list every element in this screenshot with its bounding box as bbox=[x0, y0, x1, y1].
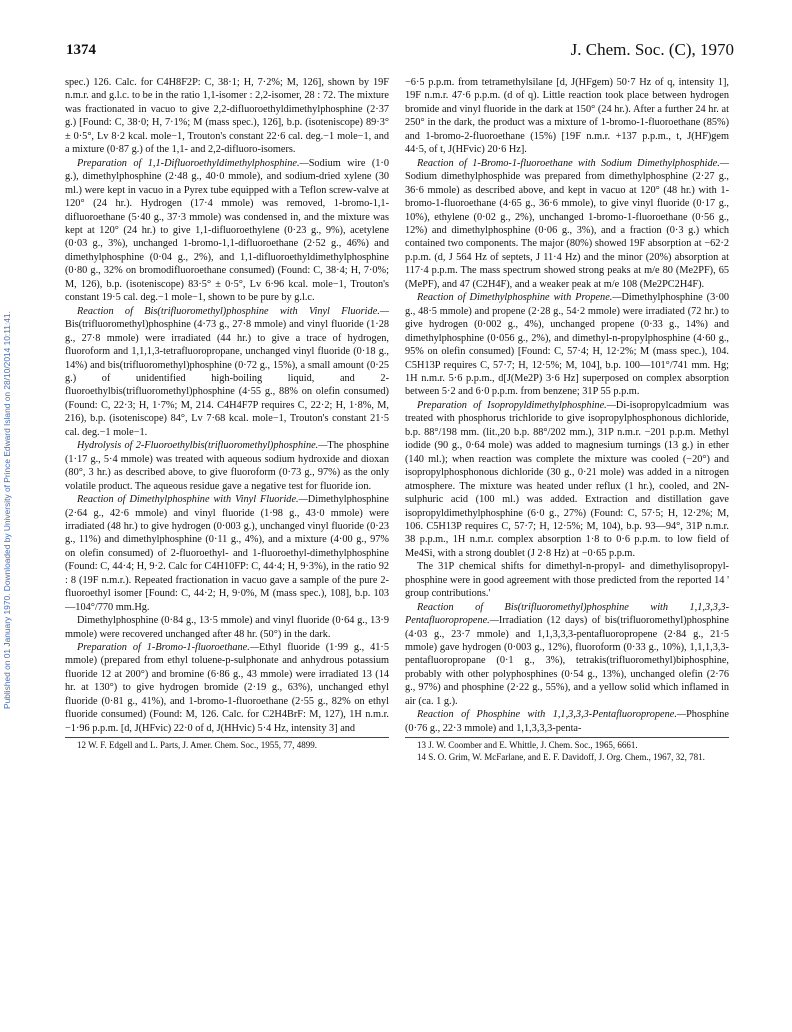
paragraph bbox=[405, 157, 729, 292]
paragraph-heading: Preparation of 1-Bromo-1-fluoroethane.— bbox=[77, 642, 259, 654]
paragraph-text: The 31P chemical shifts for dimethyl-n-propyl- and dimethylisopropyl-phosphine were in good agreement with those predicted from the reported 14 ' group contributions.' bbox=[405, 561, 729, 600]
paragraph-text: Sodium dimethylphosphide was prepared from dimethylphosphine (2·27 g., 36·6 mmole) as described above, and kept in vacuo at 120° (48 hr.) with 1-bromo-1-fluoroethane (4·65 g., 36·6 mmole), to give vinyl fluoride (0·17 g., 10%), ethylene (0·02 g., 2%), unchanged 1-bromo-1-fluoroethane (0·56 g., 12%) and dimethylphosphine (0·06 g., 3%), and a fraction (0·3 g.) which contained two components. The major (80%) showed 19F absorption at −62·2 p.p.m. (d, J 564 Hz of septets, J 11·4 Hz) and the minor (20%) absorption at 117·4 p.p.m. The mass spectrum showed strong peaks at m/e 80 (Me2PF), 65 (MePF), and 47 (C2H4F), and a weaker peak at m/e 108 (Me2PC2H4F). bbox=[405, 171, 729, 290]
paragraph bbox=[65, 305, 389, 440]
download-notice: Published on 01 January 1970. Downloaded by University of Prince Edward Island on 28/10/2014 10:11:41. bbox=[2, 311, 12, 709]
paragraph bbox=[65, 493, 389, 614]
paragraph-heading: Reaction of Bis(trifluoromethyl)phosphine with 1,1,3,3,3-Pentafluoropropene.— bbox=[405, 601, 729, 627]
paragraph-text: Dimethylphosphine (0·84 g., 13·5 mmole) and vinyl fluoride (0·64 g., 13·9 mmole) were recovered unchanged after 48 hr. (50°) in the dark. bbox=[65, 615, 389, 640]
paragraph-text: The phosphine (1·17 g., 5·4 mmole) was treated with aqueous sodium hydroxide and dioxan (80°, 3 hr.) as described above, to give fluoroform (0·73 g., 97%) as the only volatile product. The aqueous residue gave a negative test for fluoride ion. bbox=[65, 440, 389, 492]
paragraph-heading: Reaction of 1-Bromo-1-fluoroethane with Sodium Dimethylphosphide.— bbox=[417, 157, 729, 169]
paragraph bbox=[405, 601, 729, 709]
paragraph bbox=[65, 641, 389, 735]
left-column bbox=[65, 76, 389, 988]
paragraph-heading: Reaction of Dimethylphosphine with Propene.— bbox=[417, 292, 622, 304]
paragraph-heading: Reaction of Phosphine with 1,1,3,3,3-Pentafluoropropene.— bbox=[417, 709, 687, 721]
right-column bbox=[405, 76, 729, 988]
paragraph-heading: Hydrolysis of 2-Fluoroethylbis(trifluoromethyl)phosphine.— bbox=[77, 440, 328, 452]
footnote: 14 S. O. Grim, W. McFarlane, and E. F. Davidoff, J. Org. Chem., 1967, 32, 781. bbox=[417, 751, 705, 762]
paragraph bbox=[65, 614, 389, 641]
paragraph-text: Ethyl fluoride (1·99 g., 41·5 mmole) (prepared from ethyl toluene-p-sulphonate and anhydrous potassium fluoride 12 at 200°) and bromine (6·86 g., 43 mmole) were irradiated 13 (14 hr. at 130°) to give hydrogen bromide (2·19 g., 63%), unchanged ethyl fluoride (0·81 g., 41%), and 1-bromo-1-fluoroethane (2·55 g., 82% on ethyl fluoride consumed) (Found: M, 126. Calc. for C2H4BrF: M, 127), 1H n.m.r. −1·96 p.p.m. [d, J(HFvic) 22·0 of d, J(HHvic) 5·4 Hz, intensity 3] and bbox=[65, 642, 389, 734]
footnote: 12 W. F. Edgell and L. Parts, J. Amer. Chem. Soc., 1955, 77, 4899. bbox=[77, 740, 318, 751]
journal-header: J. Chem. Soc. (C), 1970 bbox=[570, 40, 734, 59]
paragraph-text: Di-isopropylcadmium was treated with phosphorus trichloride to give isopropylphosphonous dichloride, b.p. 88°/198 mm. (lit.,20 b.p. 88°/202 mm.), 31P n.m.r. −201 p.p.m. Methyl iodide (90 g., 0·64 mole) was added to magnesium turnings (13 g.) in ether (140 ml.); when reaction was complete the mixture was cooled (−20°) and isopropylphosphonous dichloride (30 g., 0·21 mole) was added in a nitrogen atmosphere. The mixture was heated under reflux (1 hr.), cooled, and 2N-sulphuric acid (100 ml.) was added. Extraction and distillation gave isopropyldimethylphosphine (6·0 g., 27%) (Found: C, 57·5; H, 12·2%; M, 106. C5H13P requires C, 57·7; H, 12·5%; M, 104), b.p. 93—94°, 31P n.m.r. 38 p.p.m., 1H n.m.r. complex absorption 1·8 to 0·6 p.p.m. to low field of Me4Si, with a strong doublet (J 2·8 Hz) at −0·65 p.p.m. bbox=[405, 399, 729, 559]
paragraph-heading: Preparation of Isopropyldimethylphosphine.— bbox=[417, 399, 616, 411]
paragraph-text: Dimethylphosphine (3·00 g., 48·5 mmole) and propene (2·28 g., 54·2 mmole) were irradiated (72 hr.) to give hydrogen (0·002 g., 4%), unchanged propene (0·33 g., 14%) and dimethylphosphine (0·056 g., 2%), and dimethyl-n-propylphosphine (4·60 g., 95% on olefin consumed) [Found: C, 57·4; H, 12·2%; M (mass spec.), 104. C5H13P requires C, 57·7; H, 12·5%; M, 104], b.p. 100—101°/741 mm. Hg; 1H n.m.r. 5·6 p.p.m., d[J(Me2P) 3·6 Hz] superposed on complex absorption between 5·2 and 6·0 p.p.m. from benzene; 31P 55 p.p.m. bbox=[405, 292, 729, 398]
paragraph bbox=[65, 439, 389, 493]
paragraph-heading: Reaction of Bis(trifluoromethyl)phosphine with Vinyl Fluoride.— bbox=[77, 305, 389, 317]
page-number: 1374 bbox=[66, 42, 96, 58]
paragraph-text: Phosphine (0·76 g., 22·3 mmole) and 1,1,3,3,3-penta- bbox=[405, 709, 729, 734]
paragraph bbox=[65, 157, 389, 305]
continued-paragraph bbox=[405, 76, 729, 157]
paragraph bbox=[405, 708, 729, 735]
paragraph-text: spec.) 126. Calc. for C4H8F2P: C, 38·1; H, 7·2%; M, 126], shown by 19F n.m.r. and g.l.c. to be in the ratio 1,1-isomer : 2,2-isomer, 28 : 72. The mixture was fractionated in vacuo to give 2,2-difluoroethyldimethylphosphine (2·37 g.) [Found: C, 38·0; H, 7·1%; M (mass spec.), 126], b.p. (isoteniscope) 89·3° ± 0·5°, Lv 8·2 kcal. mole−1, Trouton's constant 22·6 cal. deg.−1 mole−1, and a mixture (0·87 g.) of the 1,1- and 2,2-difluoro-isomers. bbox=[65, 77, 389, 156]
paragraph-text: Bis(trifluoromethyl)phosphine (4·73 g., 27·8 mmole) and vinyl fluoride (1·28 g., 27·8 mmole) were irradiated (44 hr.) to give a trace of hydrogen, fluoroform and 1,1,1,3-tetrafluoropropane, unchanged vinyl fluoride (0·18 g., 14%) and bis(trifluoromethyl)phosphine (0·72 g., 15%), a small amount (0·25 g.) of unidentified high-boiling liquid, and 2-fluoroethylbis(trifluoromethyl)phosphine (4·55 g., 88% on olefin consumed) (Found: C, 22·3; H, 1·7%; M, 214. C4H4F7P requires C, 22·2; H, 1·8%, M, 216), b.p. (isoteniscope) 84°, Lv 7·68 kcal. mole−1, Trouton's constant 21·5 cal. deg.−1 mole−1. bbox=[65, 319, 389, 438]
paragraph bbox=[405, 291, 729, 399]
paragraph-text: −6·5 p.p.m. from tetramethylsilane [d, J(HFgem) 50·7 Hz of q, intensity 1], 19F n.m.r. 47·6 p.p.m. (d of q). Little reaction took place between hydrogen bromide and vinyl fluoride in the dark at 150° (24 hr.). After a further 24 hr. at 250° in the dark, the product was a mixture of 1-bromo-1-fluoroethane (85%) and 1-bromo-2-fluoroethane (15%) [19F n.m.r. +137 p.p.m., t, J(HF)gem 44·5, of t, J(HFvic) 20·6 Hz]. bbox=[405, 77, 729, 156]
paragraph-text: Sodium wire (1·0 g.), dimethylphosphine (2·48 g., 40·0 mmole), and sodium-dried xylene (30 ml.) were kept in vacuo in a Pyrex tube equipped with a Teflon screw-valve at 120° (24 hr.). Hydrogen (17·4 mmole) was removed, 1-bromo-1,1-difluoroethane (5·40 g., 37·3 mmole) was condensed in, and the mixture was kept at 120° (24 hr.) to give 1,1-difluoroethylene (0·23 g., 9%), acetylene (0·03 g., 3%), unchanged 1-bromo-1,1-difluoroethane (2·52 g., 46%) and dimethylphosphine (0·04 g., 2%), and 1,1-difluoroethyldimethylphosphine (0·80 g., 32% on bromodifluoroethane consumed) (Found: C, 38·4; H, 7·0%; M, 126), b.p. (isoteniscope) 83·5° ± 0·5°, Lv 6·96 kcal. mole−1, Trouton's constant 19·5 cal. deg.−1 mole−1, shown to be pure by g.l.c. bbox=[65, 157, 389, 304]
paragraph-heading: Preparation of 1,1-Difluoroethyldimethylphosphine.— bbox=[77, 157, 309, 169]
paragraph bbox=[405, 399, 729, 560]
continued-paragraph bbox=[65, 76, 389, 157]
paragraph-heading: Reaction of Dimethylphosphine with Vinyl Fluoride.— bbox=[77, 494, 308, 506]
paragraph bbox=[405, 560, 729, 600]
footnotes bbox=[65, 737, 389, 752]
paragraph-text: Dimethylphosphine (2·64 g., 42·6 mmole) and vinyl fluoride (1·98 g., 43·0 mmole) were irradiated (48 hr.) to give hydrogen (0·003 g.), unchanged vinyl fluoride (0·23 g., 11%) and dimethylphosphine (0·11 g., 4%), and a mixture (4·00 g., 97% on olefin consumed) of 2-fluoroethyl- and 1-fluoroethyl-dimethylphosphine (Found: C, 44·4; H, 9·2. Calc for C4H10FP: C, 44·4; H, 9·3%), in the ratio 92 : 8 (19F n.m.r.). Repeated fractionation in vacuo gave a sample of the pure 2-fluoroethyl isomer [Found: C, 44·2; H, 9·0%, M (mass spec.), 108], b.p. 103—104°/770 mm.Hg. bbox=[65, 494, 389, 613]
paragraph-text: Irradiation (12 days) of bis(trifluoromethyl)phosphine (4·03 g., 23·7 mmole) and 1,1,3,3,3-pentafluoropropene (2·84 g., 21·5 mmole) gave hydrogen (0·003 g., 12%), fluoroform (0·33 g., 10%), 1,1,1,3,3-pentafluoropropane (0·1 g., 3%), tetrakis(trifluoromethyl)biphosphine, probably with other polyphosphines (0·54 g., 13%), unchanged olefin (2·76 g., 97%) and phosphine (2·22 g., 55%), and a yellow solid which inflamed in air (ca. 1 g.). bbox=[405, 615, 729, 707]
footnotes bbox=[405, 737, 729, 763]
footnote: 13 J. W. Coomber and E. Whittle, J. Chem. Soc., 1965, 6661. bbox=[417, 740, 638, 751]
